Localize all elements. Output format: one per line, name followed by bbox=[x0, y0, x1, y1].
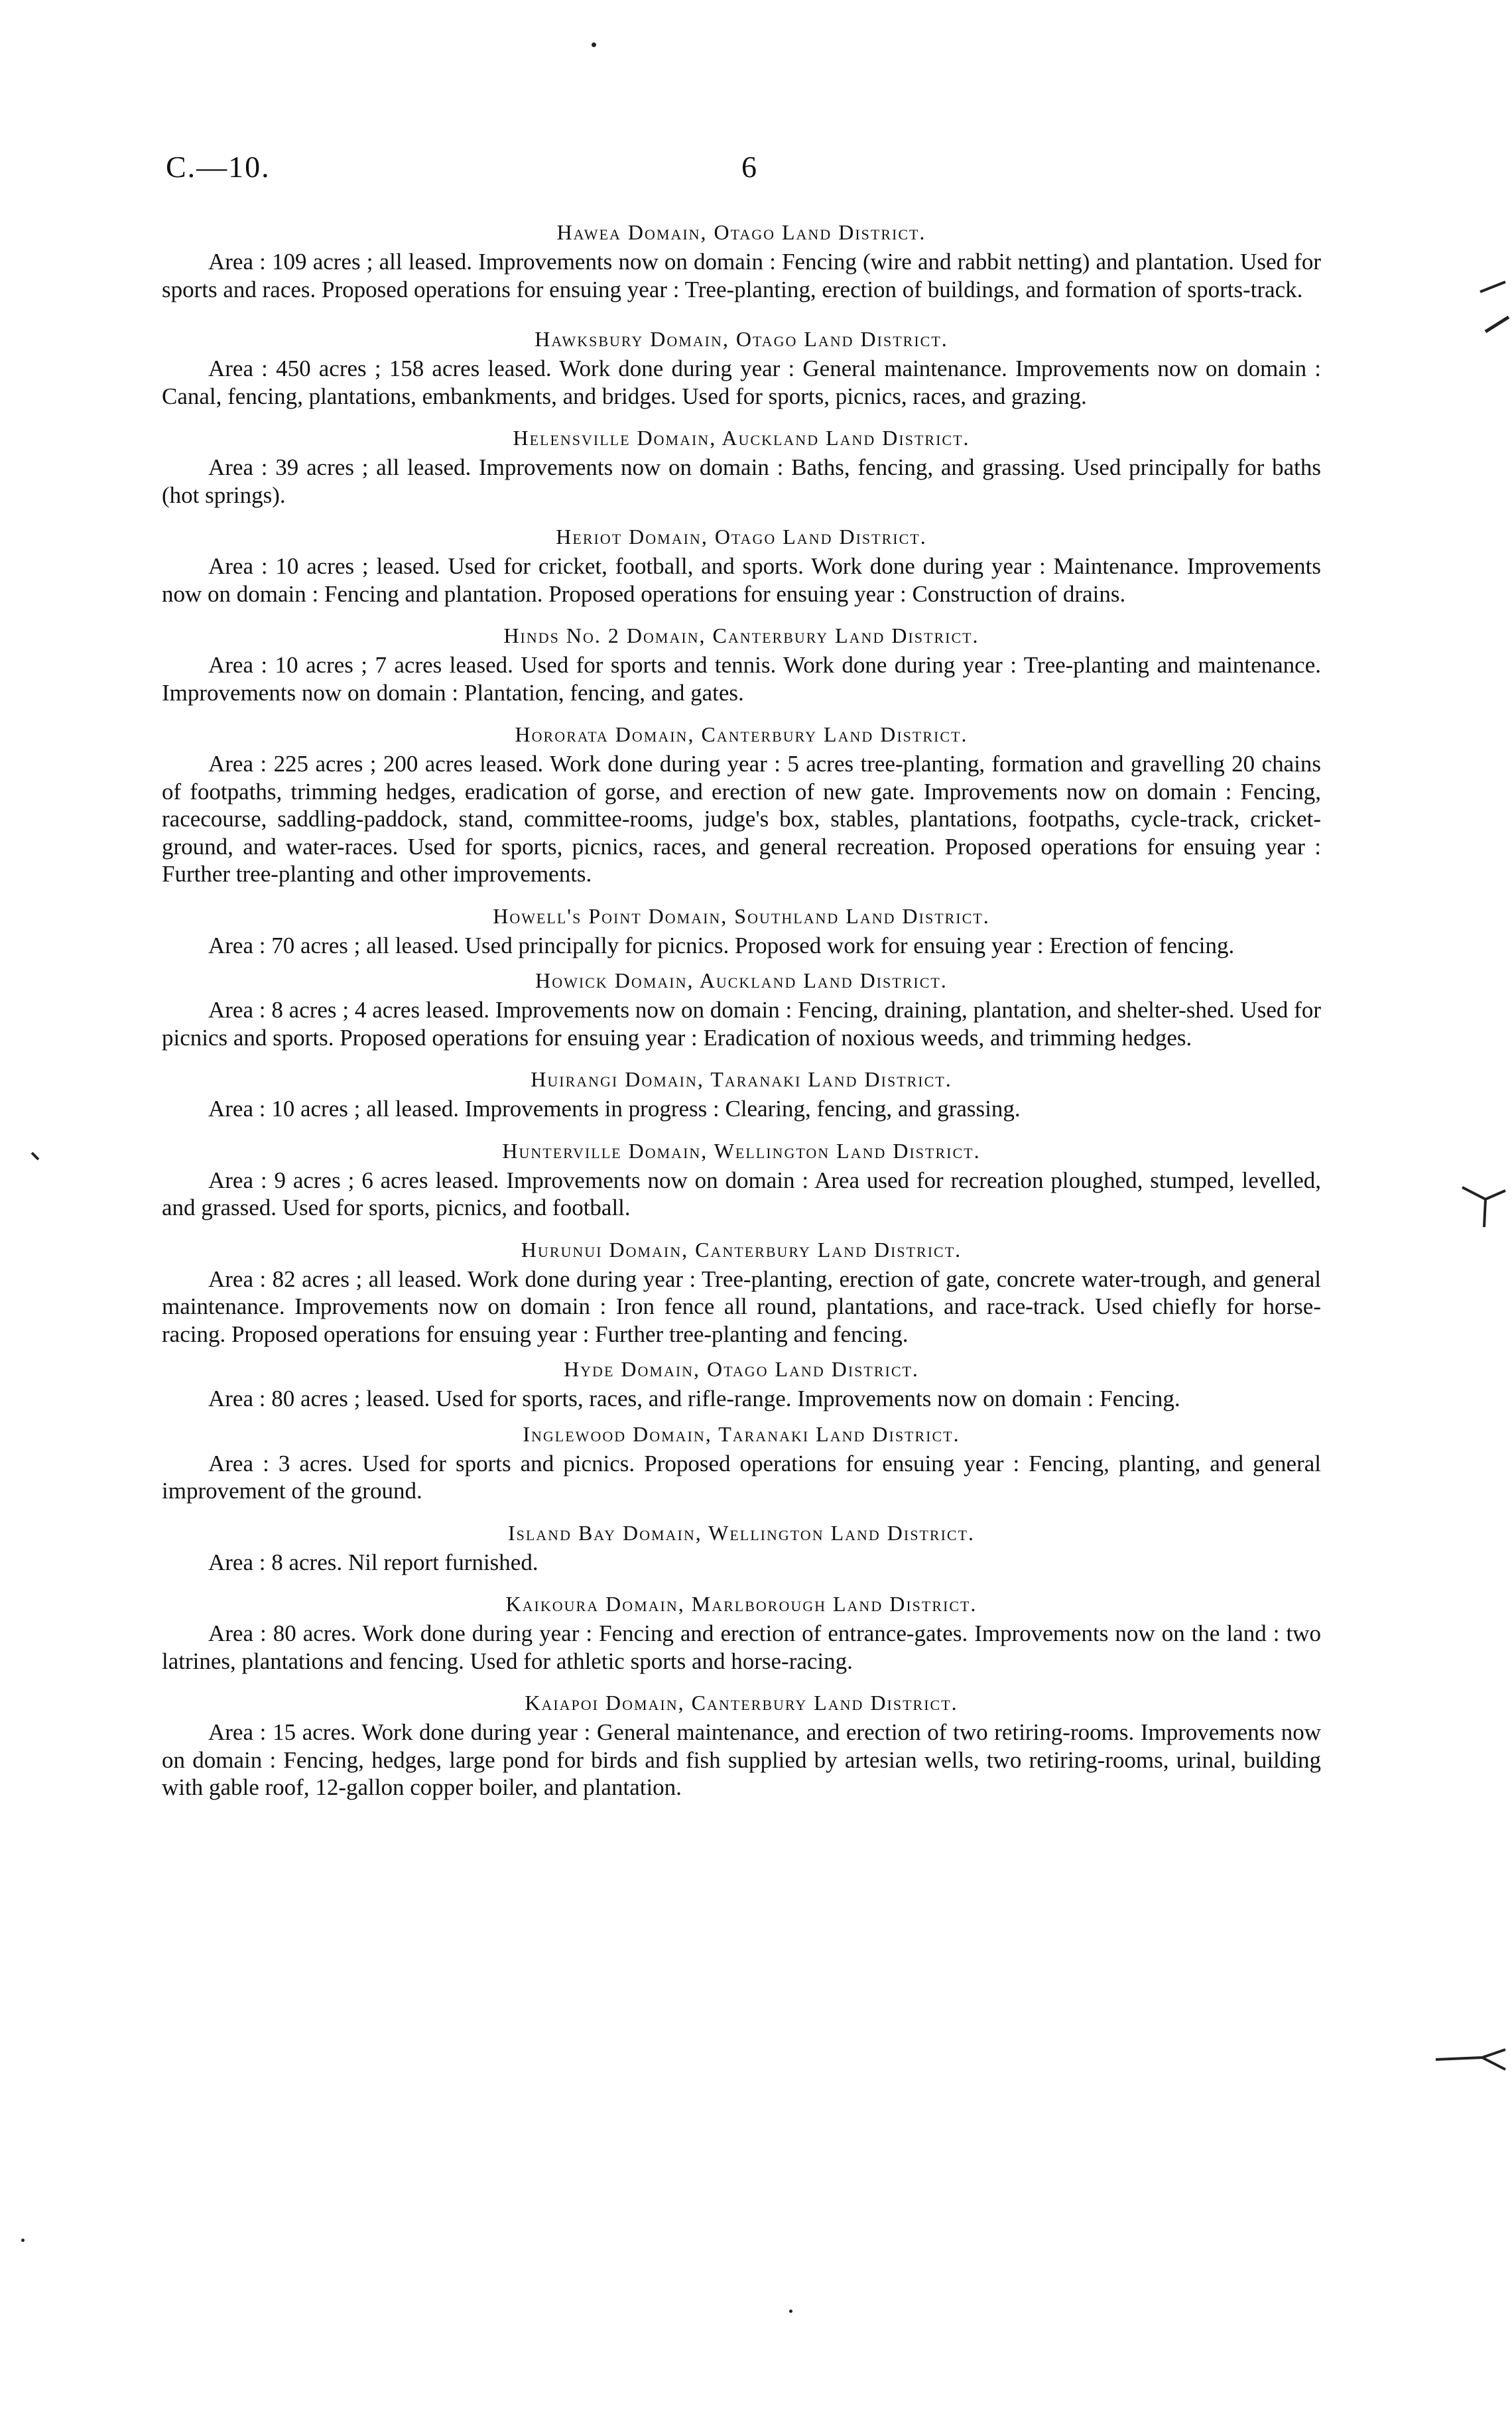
domain-entry-kaikoura bbox=[162, 1589, 1321, 1675]
domain-entry-hyde bbox=[162, 1354, 1321, 1413]
entry-heading: Huirangi Domain, Taranaki Land District. bbox=[531, 1067, 952, 1091]
entry-heading: Hyde Domain, Otago Land District. bbox=[564, 1357, 919, 1381]
entry-text: Area : 10 acres ; 7 acres leased. Used for sports and tennis. Work done during year : Tree-planting and maintenance. Improvements now on domain : Plantation, fencing, and gates. bbox=[162, 652, 1321, 706]
domain-entry-inglewood bbox=[162, 1419, 1321, 1505]
entry-heading: Howick Domain, Auckland Land District. bbox=[535, 968, 948, 992]
domain-entry-hunterville bbox=[162, 1136, 1321, 1222]
domain-entry-hurunui bbox=[162, 1235, 1321, 1348]
entry-heading: Heriot Domain, Otago Land District. bbox=[556, 525, 927, 549]
entry-text: Area : 10 acres ; all leased. Improvements in progress : Clearing, fencing, and grassing. bbox=[208, 1096, 1021, 1122]
entry-text: Area : 3 acres. Used for sports and picnics. Proposed operations for ensuing year : Fencing, planting, and general improvement of the ground. bbox=[162, 1450, 1321, 1504]
entry-text: Area : 80 acres. Work done during year : Fencing and erection of entrance-gates. Improvements now on the land : two latrines, plantations and fencing. Used for athletic sports and horse-racing. bbox=[162, 1620, 1321, 1674]
entry-text: Area : 450 acres ; 158 acres leased. Work done during year : General maintenance. Improvements now on domain : Canal, fencing, plantations, embankments, and bridges. Used for sports, picnics, races, and grazing. bbox=[162, 356, 1321, 409]
entry-text: Area : 8 acres ; 4 acres leased. Improvements now on domain : Fencing, draining, plantation, and shelter-shed. Used for picnics and sports. Proposed operations for ensuing year : Eradication of noxious weeds, and trimming hedges. bbox=[162, 997, 1321, 1051]
scan-dot bbox=[21, 2239, 25, 2242]
entry-text: Area : 80 acres ; leased. Used for sports, races, and rifle-range. Improvements now on domain : Fencing. bbox=[208, 1386, 1180, 1411]
entry-text: Area : 82 acres ; all leased. Work done during year : Tree-planting, erection of gate, concrete water-trough, and general maintenance. Improvements now on domain : Iron fence all round, plantations, and race-track. Used chiefly for horse-racing. Proposed operations for ensuing year : Further tree-planting and fencing. bbox=[162, 1266, 1321, 1347]
entry-heading: Howell's Point Domain, Southland Land District. bbox=[493, 903, 990, 928]
entry-heading: Helensville Domain, Auckland Land District. bbox=[513, 426, 970, 450]
entry-text: Area : 8 acres. Nil report furnished. bbox=[208, 1549, 538, 1575]
entry-heading: Inglewood Domain, Taranaki Land District. bbox=[523, 1421, 960, 1446]
domain-entry-howick bbox=[162, 966, 1321, 1051]
entry-heading: Hurunui Domain, Canterbury Land District. bbox=[521, 1237, 962, 1262]
margin-tick bbox=[1480, 282, 1505, 292]
domain-entry-howells-point bbox=[162, 901, 1321, 960]
entry-text: Area : 9 acres ; 6 acres leased. Improvements now on domain : Area used for recreation ploughed, stumped, levelled, and grassed. Used for sports, picnics, and football. bbox=[162, 1167, 1321, 1220]
domain-entry-huirangi bbox=[162, 1065, 1321, 1123]
entry-text: Area : 39 acres ; all leased. Improvements now on domain : Baths, fencing, and grassing. Used principally for baths (hot springs). bbox=[162, 454, 1321, 508]
margin-tick bbox=[1485, 317, 1509, 332]
margin-tick bbox=[1436, 2050, 1505, 2069]
entry-heading: Hawksbury Domain, Otago Land District. bbox=[535, 327, 948, 351]
entry-heading: Hawea Domain, Otago Land District. bbox=[556, 220, 926, 244]
entry-heading: Hunterville Domain, Wellington Land District. bbox=[502, 1138, 981, 1163]
entry-text: Area : 10 acres ; leased. Used for cricket, football, and sports. Work done during year : Maintenance. Improvements now on domain : Fencing and plantation. Proposed operations for ensuing year : Construction of drains. bbox=[162, 553, 1321, 607]
domain-list bbox=[162, 218, 1321, 1801]
scan-dot bbox=[592, 42, 596, 47]
domain-entry-helensville bbox=[162, 423, 1321, 509]
scan-dot bbox=[789, 2310, 792, 2313]
entry-text: Area : 15 acres. Work done during year : General maintenance, and erection of two retiring-rooms. Improvements now on domain : Fencing, hedges, large pond for birds and fish supplied by artesian wells, two retiring-rooms, urinal, building with gable roof, 12-gallon copper boiler, and plantation. bbox=[162, 1719, 1321, 1800]
domain-entry-hawksbury bbox=[162, 324, 1321, 410]
entry-heading: Kaiapoi Domain, Canterbury Land District. bbox=[525, 1691, 958, 1715]
domain-entry-kaiapoi bbox=[162, 1688, 1321, 1801]
domain-entry-hororata bbox=[162, 720, 1321, 888]
entry-heading: Hororata Domain, Canterbury Land District. bbox=[515, 722, 968, 746]
entry-heading: Kaikoura Domain, Marlborough Land District. bbox=[505, 1592, 977, 1616]
margin-tick bbox=[1462, 1187, 1505, 1227]
page-number: 6 bbox=[741, 150, 757, 184]
entry-text: Area : 70 acres ; all leased. Used principally for picnics. Proposed work for ensuing year : Erection of fencing. bbox=[208, 932, 1235, 958]
domain-entry-heriot bbox=[162, 522, 1321, 608]
entry-text: Area : 109 acres ; all leased. Improvements now on domain : Fencing (wire and rabbit netting) and plantation. Used for sports and races. Proposed operations for ensuing year : Tree-planting, erection of buildings, and formation of sports-track. bbox=[162, 249, 1321, 302]
domain-entry-hawea bbox=[162, 218, 1321, 303]
domain-entry-island-bay bbox=[162, 1518, 1321, 1577]
entry-heading: Island Bay Domain, Wellington Land District. bbox=[507, 1520, 976, 1545]
margin-tick bbox=[32, 1153, 38, 1159]
document-code: C.—10. bbox=[166, 150, 271, 184]
domain-entry-hinds bbox=[162, 621, 1321, 706]
entry-text: Area : 225 acres ; 200 acres leased. Work done during year : 5 acres tree-planting, formation and gravelling 20 chains of footpaths, trimming hedges, eradication of gorse, and erection of new gate. Improvements now on domain : Fencing, racecourse, saddling-paddock, stand, committee-rooms, judge's box, stables, plantations, footpaths, cycle-track, cricket-ground, and water-races. Used for sports, picnics, races, and general recreation. Proposed operations for ensuing year : Further tree-planting and other improvements. bbox=[162, 751, 1321, 887]
entry-heading: Hinds No. 2 Domain, Canterbury Land District. bbox=[503, 623, 979, 647]
